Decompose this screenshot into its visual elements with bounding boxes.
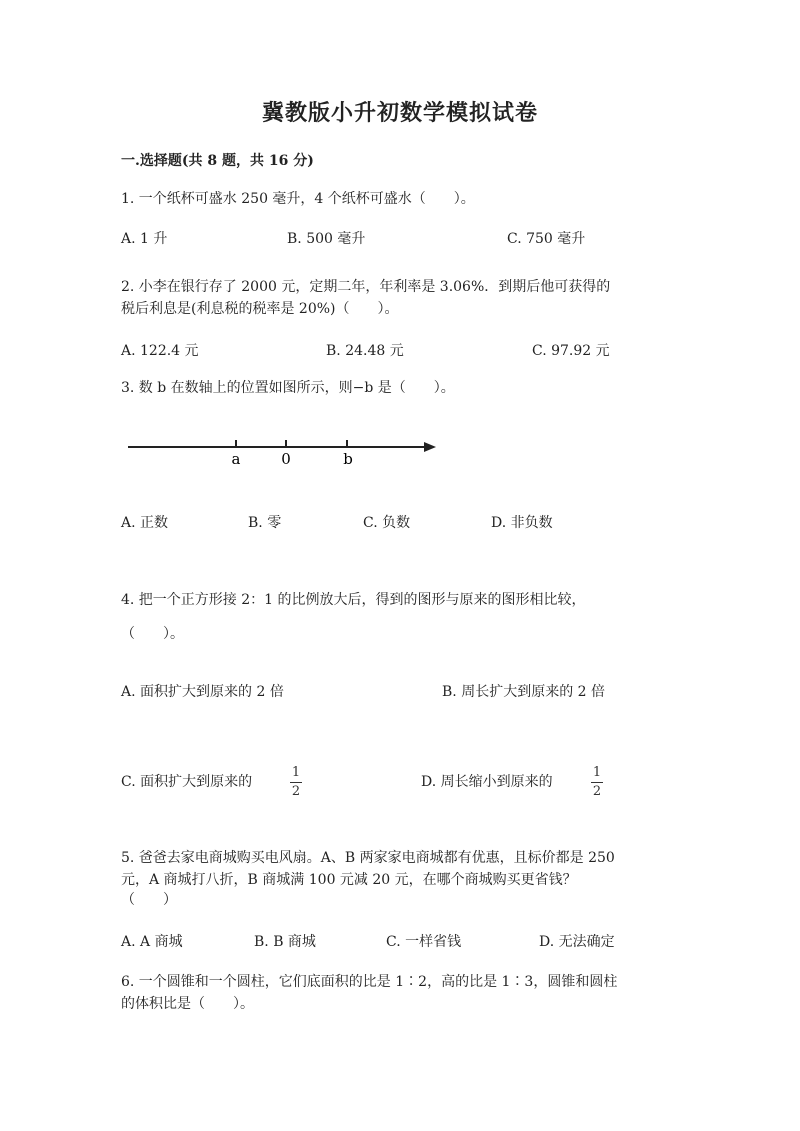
question-3-option-b[interactable]: B. 零 (248, 515, 282, 531)
question-1-text: 1. 一个纸杯可盛水 250 毫升，4 个纸杯可盛水（ ）。 (121, 191, 475, 207)
question-2-line-1: 2. 小李在银行存了 2000 元，定期二年，年利率是 3.06%．到期后他可获得的 (121, 279, 611, 295)
number-line-label-0: 0 (281, 450, 291, 468)
question-3-option-c[interactable]: C. 负数 (363, 515, 411, 531)
question-3-option-d[interactable]: D. 非负数 (491, 515, 553, 531)
question-4-line-1: 4. 把一个正方形接 2：1 的比例放大后，得到的图形与原来的图形相比较， (121, 592, 586, 608)
question-2-line-2: 税后利息是(利息税的税率是 20%)（ ）。 (121, 301, 399, 317)
question-3-option-a[interactable]: A. 正数 (121, 515, 169, 531)
question-2-option-b[interactable]: B. 24.48 元 (326, 343, 404, 359)
number-line-label-b: b (343, 450, 353, 468)
question-4-option-c-fraction (290, 766, 302, 799)
question-5-option-a[interactable]: A. A 商城 (121, 934, 183, 950)
question-4-option-b[interactable]: B. 周长扩大到原来的 2 倍 (442, 684, 605, 700)
question-5-line-2: 元，A 商城打八折，B 商城满 100 元减 20 元，在哪个商城购买更省钱？ (121, 872, 577, 888)
question-4-option-d-fraction (591, 766, 603, 799)
number-line-label-a: a (231, 450, 241, 468)
question-4-option-c[interactable]: C. 面积扩大到原来的 (121, 774, 253, 790)
section-heading: 一.选择题(共 8 题，共 16 分) (121, 153, 314, 169)
fraction-bar (591, 782, 603, 783)
page-title: 冀教版小升初数学模拟试卷 (261, 100, 538, 126)
question-2-option-c[interactable]: C. 97.92 元 (532, 343, 610, 359)
question-3-text: 3. 数 b 在数轴上的位置如图所示，则−b 是（ ）。 (121, 380, 455, 396)
question-6-line-1: 6. 一个圆锥和一个圆柱，它们底面积的比是 1∶2，高的比是 1∶3，圆锥和圆柱 (121, 974, 618, 990)
question-5-option-c[interactable]: C. 一样省钱 (386, 934, 462, 950)
question-5-option-d[interactable]: D. 无法确定 (539, 934, 615, 950)
question-4-option-d[interactable]: D. 周长缩小到原来的 (421, 774, 553, 790)
question-5-option-b[interactable]: B. B 商城 (254, 934, 316, 950)
fraction-numerator: 1 (291, 765, 301, 780)
fraction-denominator: 2 (291, 784, 301, 799)
question-2-option-a[interactable]: A. 122.4 元 (121, 343, 199, 359)
fraction-numerator: 1 (592, 765, 602, 780)
question-1-option-b[interactable]: B. 500 毫升 (287, 231, 366, 247)
question-4-line-2: （ ）。 (121, 626, 184, 642)
number-line-arrow (424, 442, 436, 452)
question-5-line-1: 5. 爸爸去家电商城购买电风扇。A、B 两家家电商城都有优惠，且标价都是 250 (121, 850, 615, 866)
fraction-bar (290, 782, 302, 783)
question-4-option-a[interactable]: A. 面积扩大到原来的 2 倍 (121, 684, 284, 700)
question-1-option-a[interactable]: A. 1 升 (121, 231, 168, 247)
question-5-line-3: （ ） (121, 892, 177, 908)
fraction-denominator: 2 (592, 784, 602, 799)
number-line-figure (0, 430, 800, 470)
question-6-line-2: 的体积比是（ ）。 (121, 996, 254, 1012)
question-1-option-c[interactable]: C. 750 毫升 (507, 231, 586, 247)
